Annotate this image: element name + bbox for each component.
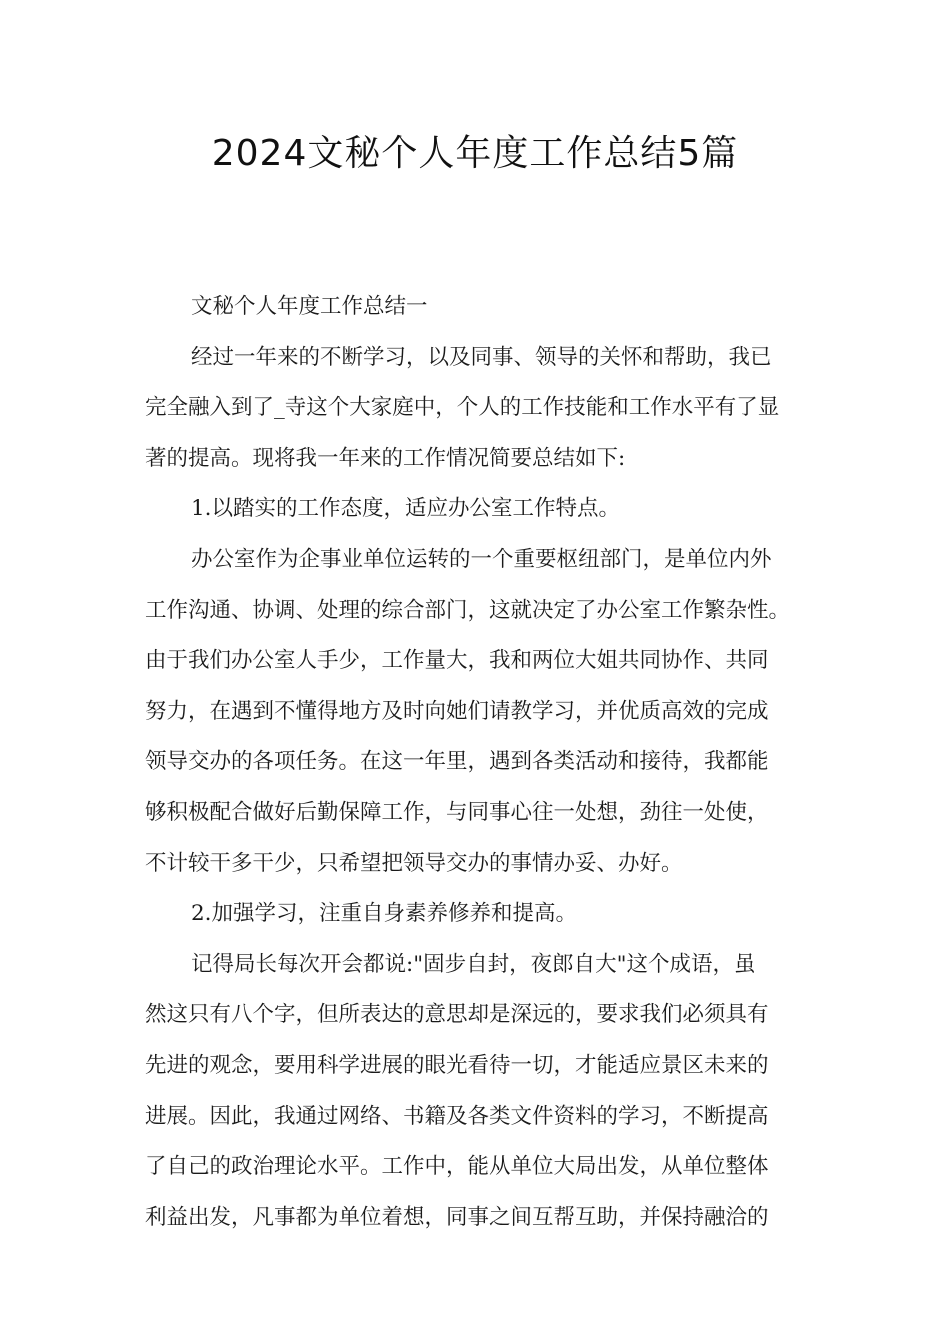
paragraph-line: 不计较干多干少，只希望把领导交办的事情办妥、办好。 [145,850,683,876]
paragraph-line: 利益出发，凡事都为单位着想，同事之间互帮互助，并保持融洽的 [145,1204,769,1230]
paragraph-line: 完全融入到了_寺这个大家庭中，个人的工作技能和工作水平有了显 [145,395,780,421]
paragraph-line: 由于我们办公室人手少，工作量大，我和两位大姐共同协作、共同 [145,648,769,674]
paragraph-line: 工作沟通、协调、处理的综合部门，这就决定了办公室工作繁杂性。 [145,597,791,623]
document-body [145,282,815,1243]
subheading-line: 1.以踏实的工作态度，适应办公室工作特点。 [191,496,621,522]
paragraph-line: 领导交办的各项任务。在这一年里，遇到各类活动和接待，我都能 [145,749,769,775]
paragraph-line: 然这只有八个字，但所表达的意思却是深远的，要求我们必须具有 [145,1002,769,1028]
paragraph-line: 记得局长每次开会都说:"固步自封，夜郎自大"这个成语，虽 [191,951,756,977]
paragraph-line: 著的提高。现将我一年来的工作情况简要总结如下: [145,445,626,471]
paragraph-line: 够积极配合做好后勤保障工作，与同事心往一处想，劲往一处使， [145,799,769,825]
subheading-line: 2.加强学习，注重自身素养修养和提高。 [191,901,578,927]
section-heading: 文秘个人年度工作总结一 [191,294,428,319]
document-title: 2024文秘个人年度工作总结5篇 [211,133,739,174]
paragraph-line: 进展。因此，我通过网络、书籍及各类文件资料的学习，不断提高 [145,1103,769,1129]
paragraph-line: 努力，在遇到不懂得地方及时向她们请教学习，并优质高效的完成 [145,698,769,724]
paragraph-line: 办公室作为企事业单位运转的一个重要枢纽部门，是单位内外 [191,546,772,572]
paragraph-line: 经过一年来的不断学习，以及同事、领导的关怀和帮助，我已 [191,344,772,370]
paragraph-line: 了自己的政治理论水平。工作中，能从单位大局出发，从单位整体 [145,1154,769,1180]
paragraph-line: 先进的观念，要用科学进展的眼光看待一切，才能适应景区未来的 [145,1052,769,1078]
